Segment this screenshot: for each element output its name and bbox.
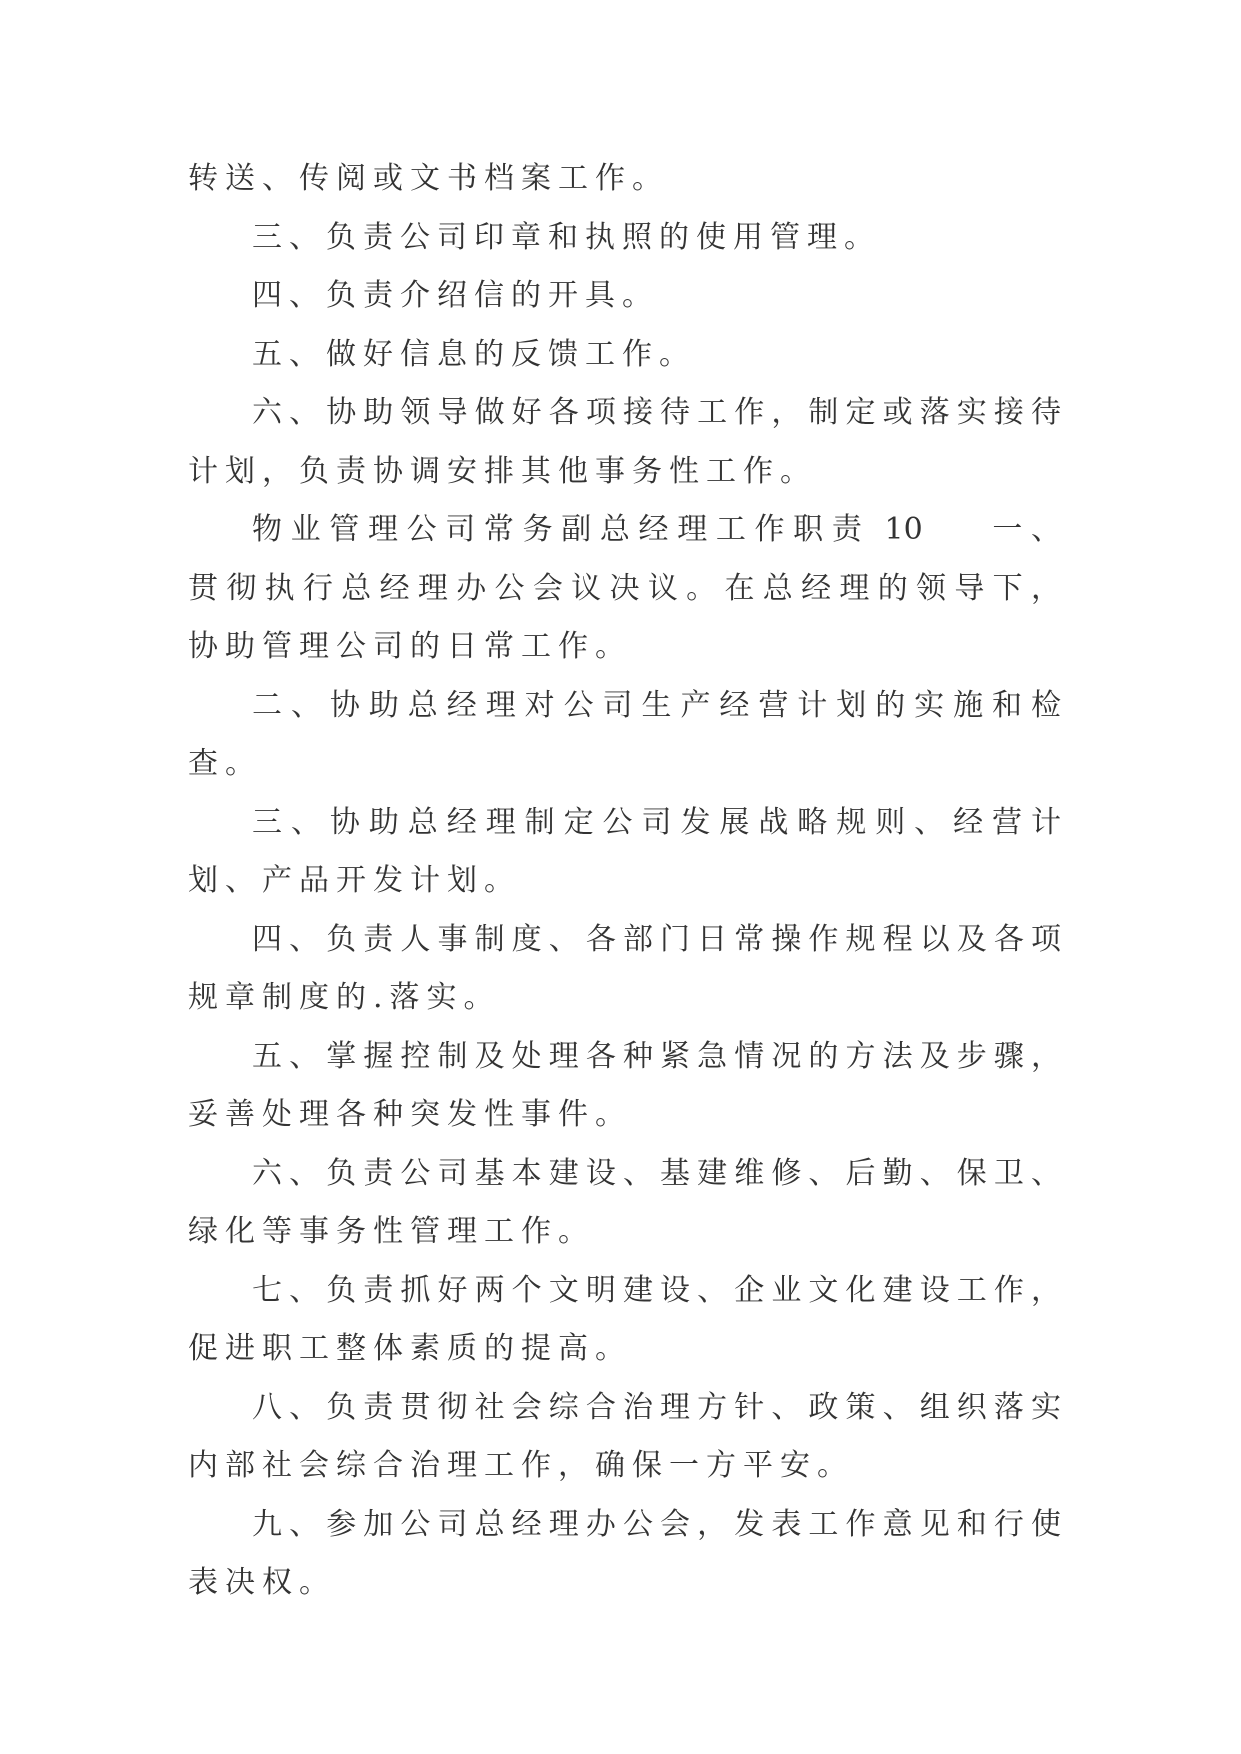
paragraph-duty-9: 九、参加公司总经理办公会，发表工作意见和行使表决权。 — [188, 1506, 1068, 1600]
paragraph-duty-8: 八、负责贯彻社会综合治理方针、政策、组织落实内部社会综合治理工作，确保一方平安。 — [188, 1389, 1068, 1483]
paragraph-duty-6: 六、负责公司基本建设、基建维修、后勤、保卫、绿化等事务性管理工作。 — [188, 1155, 1068, 1249]
paragraph-item-5: 五、做好信息的反馈工作。 — [252, 336, 696, 372]
paragraph-duty-7: 七、负责抓好两个文明建设、企业文化建设工作，促进职工整体素质的提高。 — [188, 1272, 1068, 1366]
document-body — [188, 150, 1068, 1613]
paragraph-item-3: 三、负责公司印章和执照的使用管理。 — [252, 219, 881, 255]
paragraph-item-6: 六、协助领导做好各项接待工作，制定或落实接待计划，负责协调安排其他事务性工作。 — [188, 395, 1068, 489]
paragraph-duty-5: 五、掌握控制及处理各种紧急情况的方法及步骤，妥善处理各种突发性事件。 — [188, 1038, 1068, 1132]
paragraph-duty-4: 四、负责人事制度、各部门日常操作规程以及各项规章制度的.落实。 — [188, 921, 1068, 1015]
section-number: 10 — [884, 512, 923, 547]
paragraph-item-4: 四、负责介绍信的开具。 — [252, 278, 659, 313]
paragraph-duty-2: 二、协助总经理对公司生产经营计划的实施和检查。 — [188, 687, 1068, 781]
section-heading-paragraph — [188, 501, 1068, 677]
section-first-item: 一、贯彻执行总经理办公会议决议。在总经理的领导下，协助管理公司的日常工作。 — [188, 512, 1068, 664]
paragraph-continuation: 转送、传阅或文书档案工作。 — [188, 161, 669, 196]
paragraph-duty-3: 三、协助总经理制定公司发展战略规则、经营计划、产品开发计划。 — [188, 804, 1068, 898]
section-title: 物业管理公司常务副总经理工作职责 — [252, 512, 871, 547]
